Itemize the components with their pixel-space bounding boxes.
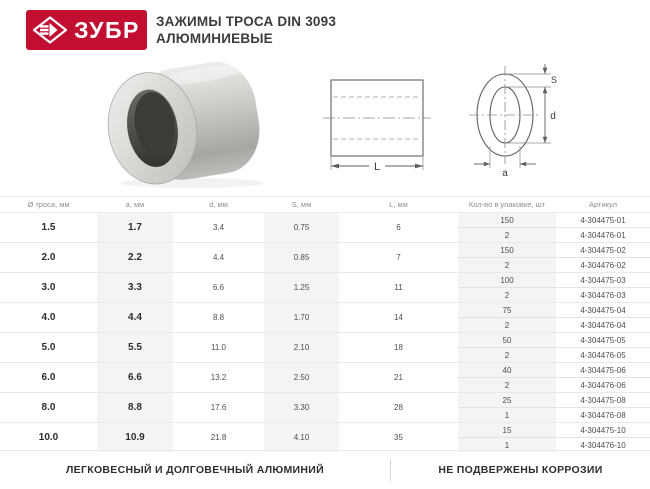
cell-l-dim: 7 (339, 243, 458, 273)
cell-pack-qty: 2 (458, 258, 556, 273)
brand-logo (26, 10, 147, 50)
cell-pack-qty: 2 (458, 288, 556, 303)
cell-cable-diameter: 4.0 (0, 303, 97, 333)
dimension-label-a: a (502, 168, 508, 179)
table-row (0, 423, 650, 438)
page-title-line1: ЗАЖИМЫ ТРОСА DIN 3093 (156, 14, 337, 29)
technical-drawing (323, 62, 563, 184)
cell-a-dim: 8.8 (97, 393, 173, 423)
cell-pack-qty: 150 (458, 243, 556, 258)
cell-pack-qty: 2 (458, 318, 556, 333)
cell-cable-diameter: 1.5 (0, 213, 97, 243)
cell-cable-diameter: 10.0 (0, 423, 97, 453)
dimension-label-L: L (373, 161, 381, 173)
brand-logo-text: ЗУБР (74, 17, 140, 43)
table-row (0, 243, 650, 258)
table-row (0, 363, 650, 378)
product-photo-ferrule (92, 58, 292, 190)
page-title-line2: АЛЮМИНИЕВЫЕ (156, 31, 273, 46)
page-title (156, 13, 336, 47)
cell-a-dim: 10.9 (97, 423, 173, 453)
spec-table (0, 196, 650, 452)
cell-pack-qty: 50 (458, 333, 556, 348)
table-row (0, 303, 650, 318)
cell-l-dim: 6 (339, 213, 458, 243)
table-row (0, 393, 650, 408)
column-header: a, мм (97, 197, 173, 213)
cell-article: 4-304475-02 (556, 243, 650, 258)
column-header: S, мм (264, 197, 339, 213)
cell-a-dim: 6.6 (97, 363, 173, 393)
cell-article: 4-304475-03 (556, 273, 650, 288)
cell-cable-diameter: 8.0 (0, 393, 97, 423)
cell-article: 4-304476-04 (580, 320, 626, 330)
column-header: Ø троса, мм (0, 197, 97, 213)
cell-pack-qty: 25 (458, 393, 556, 408)
cell-article: 4-304476-05 (580, 350, 626, 360)
cell-s-dim: 2.50 (264, 363, 339, 393)
table-row (0, 333, 650, 348)
cell-a-dim: 5.5 (97, 333, 173, 363)
front-view-drawing (469, 64, 551, 168)
cell-a-dim: 2.2 (97, 243, 173, 273)
cell-a-dim: 1.7 (97, 213, 173, 243)
footer-feature-left: ЛЕГКОВЕСНЫЙ И ДОЛГОВЕЧНЫЙ АЛЮМИНИЙ (66, 464, 324, 476)
cell-pack-qty: 40 (458, 363, 556, 378)
cell-pack-qty: 15 (458, 423, 556, 438)
cell-article: 4-304476-01 (580, 230, 626, 240)
cell-d-dim: 3.4 (173, 213, 264, 243)
footer-feature-right: НЕ ПОДВЕРЖЕНЫ КОРРОЗИИ (438, 464, 603, 476)
table-row (0, 273, 650, 288)
cell-l-dim: 35 (339, 423, 458, 453)
cell-l-dim: 21 (339, 363, 458, 393)
cell-s-dim: 1.70 (264, 303, 339, 333)
cell-pack-qty: 1 (458, 438, 556, 453)
cell-article: 4-304475-10 (556, 423, 650, 438)
cell-s-dim: 3.30 (264, 393, 339, 423)
cell-pack-qty: 75 (458, 303, 556, 318)
cell-l-dim: 18 (339, 333, 458, 363)
cell-article: 4-304475-06 (556, 363, 650, 378)
cell-d-dim: 17.6 (173, 393, 264, 423)
cell-article: 4-304476-10 (580, 440, 626, 450)
cell-article: 4-304475-04 (556, 303, 650, 318)
cell-pack-qty: 150 (458, 213, 556, 228)
spec-table-header-row (0, 197, 650, 213)
cell-d-dim: 4.4 (173, 243, 264, 273)
cell-article: 4-304475-01 (556, 213, 650, 228)
cell-s-dim: 4.10 (264, 423, 339, 453)
cell-l-dim: 14 (339, 303, 458, 333)
cell-article: 4-304476-02 (580, 260, 626, 270)
cell-pack-qty: 2 (458, 228, 556, 243)
column-header: Кол-во в упаковке, шт (458, 197, 556, 213)
cell-s-dim: 1.25 (264, 273, 339, 303)
spec-table-body (0, 213, 650, 453)
dimension-label-d: d (550, 111, 556, 122)
cell-a-dim: 3.3 (97, 273, 173, 303)
footer (0, 450, 650, 489)
cell-s-dim: 0.85 (264, 243, 339, 273)
side-view-drawing (323, 80, 431, 170)
cell-d-dim: 6.6 (173, 273, 264, 303)
cell-d-dim: 13.2 (173, 363, 264, 393)
cell-d-dim: 8.8 (173, 303, 264, 333)
cell-l-dim: 28 (339, 393, 458, 423)
cell-cable-diameter: 6.0 (0, 363, 97, 393)
cell-article: 4-304476-08 (580, 410, 626, 420)
cell-article: 4-304476-03 (580, 290, 626, 300)
column-header: d, мм (173, 197, 264, 213)
cell-a-dim: 4.4 (97, 303, 173, 333)
dimension-label-S: S (550, 75, 558, 85)
cell-article: 4-304476-06 (580, 380, 626, 390)
table-row (0, 213, 650, 228)
cell-cable-diameter: 2.0 (0, 243, 97, 273)
column-header: Артикул (556, 197, 650, 213)
cell-s-dim: 0.75 (264, 213, 339, 243)
cell-cable-diameter: 5.0 (0, 333, 97, 363)
column-header: L, мм (339, 197, 458, 213)
cell-pack-qty: 2 (458, 348, 556, 363)
cell-d-dim: 21.8 (173, 423, 264, 453)
cell-l-dim: 11 (339, 273, 458, 303)
zubr-arrow-icon (33, 16, 67, 44)
cell-pack-qty: 1 (458, 408, 556, 423)
cell-pack-qty: 2 (458, 378, 556, 393)
cell-article: 4-304475-08 (556, 393, 650, 408)
cell-s-dim: 2.10 (264, 333, 339, 363)
cell-article: 4-304475-05 (556, 333, 650, 348)
cell-d-dim: 11.0 (173, 333, 264, 363)
cell-cable-diameter: 3.0 (0, 273, 97, 303)
cell-pack-qty: 100 (458, 273, 556, 288)
